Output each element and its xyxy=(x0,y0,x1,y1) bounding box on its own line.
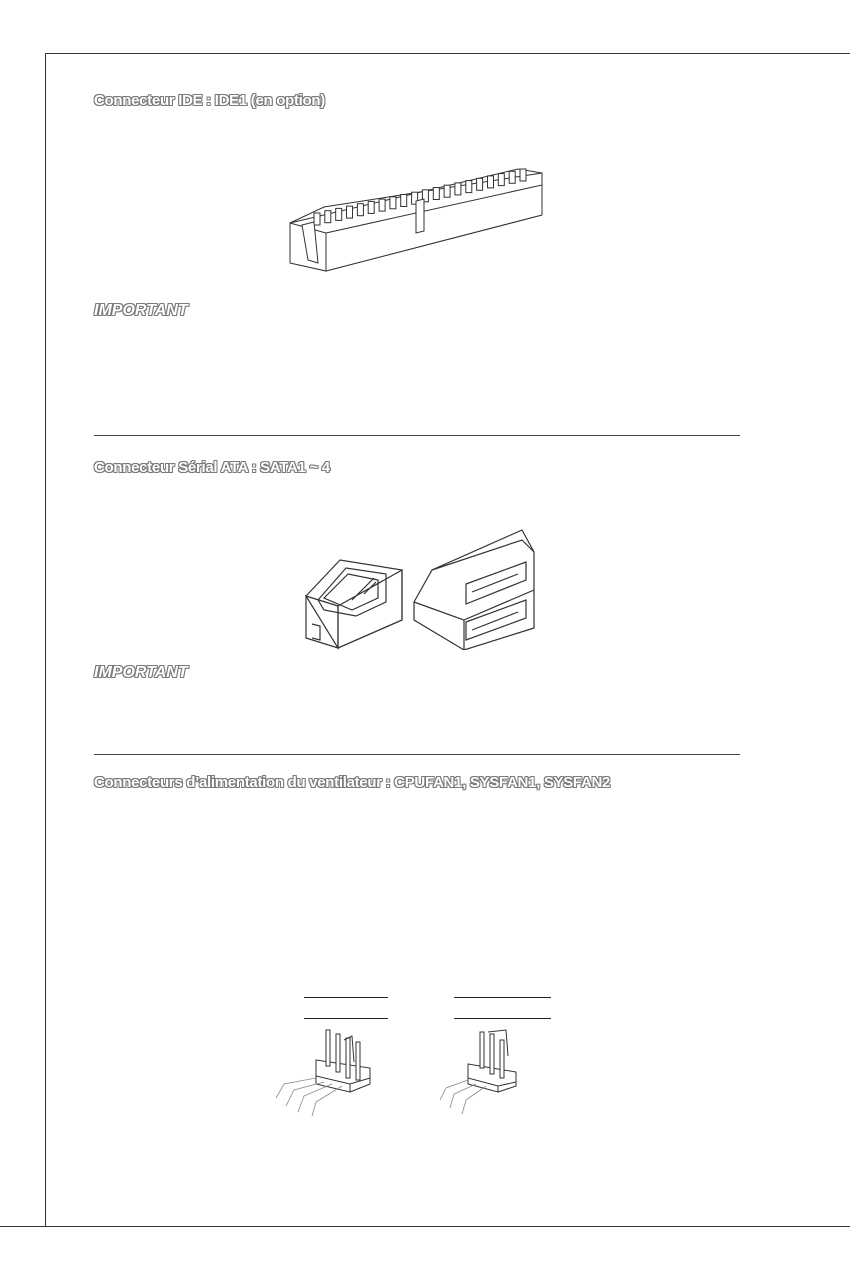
ide-important-title: IMPORTANT xyxy=(94,302,188,319)
section-divider-2 xyxy=(94,754,740,755)
ide-pin xyxy=(401,195,407,207)
ide-pin xyxy=(390,197,396,209)
ide-pin xyxy=(336,208,342,220)
page-frame-left-line xyxy=(45,53,46,1226)
sata-important-title: IMPORTANT xyxy=(94,664,188,681)
section-divider-1 xyxy=(94,435,740,436)
ide-pin xyxy=(498,174,504,186)
ide-pin xyxy=(455,183,461,195)
sysfan-header-figure xyxy=(440,1026,524,1118)
ide-pin xyxy=(466,181,472,193)
sata-connectors-icon xyxy=(304,528,536,650)
sata-section-heading: Connecteur Sérial ATA : SATA1 ~ 4 xyxy=(94,459,330,476)
ide-pin xyxy=(379,199,385,211)
ide-pin xyxy=(357,204,363,216)
ide-pin xyxy=(477,178,483,190)
ide-section-heading: Connecteur IDE : IDE1 (en option) xyxy=(94,92,325,109)
ide-40-pin-connector-icon xyxy=(288,163,548,277)
ide-connector-figure xyxy=(288,163,548,277)
cpufan-pin-line-top xyxy=(304,997,388,998)
ide-pin xyxy=(509,171,515,183)
3-pin-fan-header-icon xyxy=(440,1026,524,1118)
ide-pin xyxy=(444,185,450,197)
ide-pin xyxy=(325,211,331,223)
sata-connector-figure xyxy=(304,528,536,650)
cpufan-pin-line-bottom xyxy=(304,1018,388,1019)
ide-pin xyxy=(347,206,353,218)
page-frame-top-line xyxy=(45,53,850,54)
ide-pin xyxy=(368,201,374,213)
ide-pin xyxy=(433,188,439,200)
sysfan-pin-line-bottom xyxy=(454,1018,551,1019)
4-pin-fan-header-icon xyxy=(276,1026,376,1118)
cpufan-header-figure xyxy=(276,1026,376,1118)
fan-section-heading: Connecteurs d’alimentation du ventilateur : CPUFAN1, SYSFAN1, SYSFAN2 xyxy=(94,774,611,791)
ide-pin xyxy=(314,213,320,225)
sysfan-pin-line-top xyxy=(454,997,551,998)
ide-pin xyxy=(520,169,526,181)
ide-pin xyxy=(488,176,494,188)
page-frame-bottom-line xyxy=(0,1226,850,1227)
